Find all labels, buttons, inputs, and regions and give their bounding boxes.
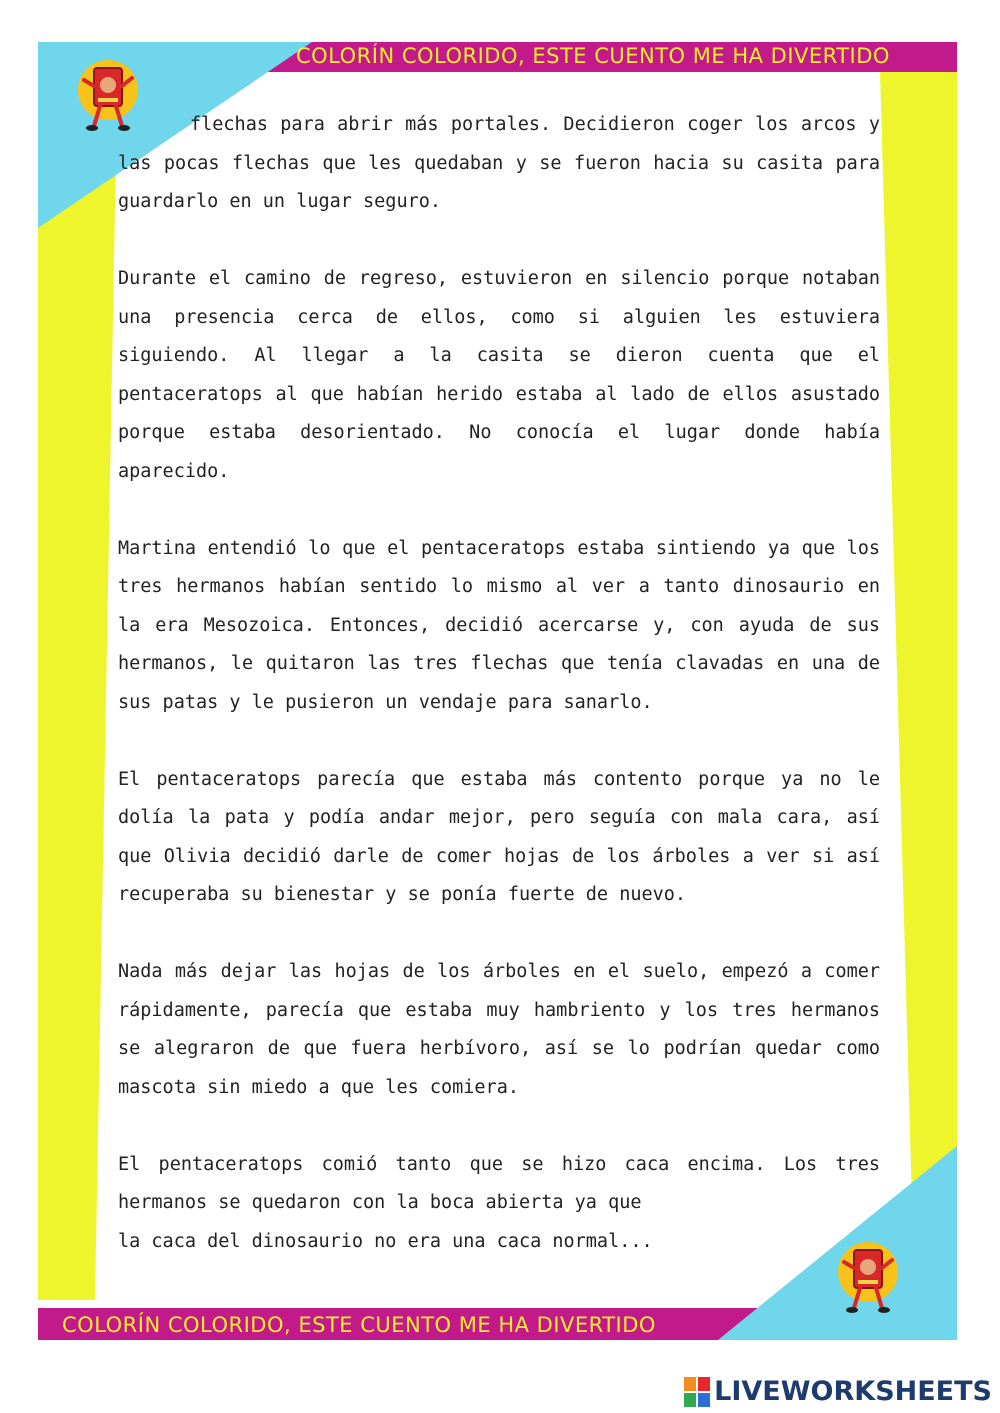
yellow-border-left <box>38 42 118 1300</box>
story-paragraph-4: El pentaceratops parecía que estaba más contento porque ya no le dolía la pata y podía andar mejor, pero seguía con mala cara, así que Olivia decidió darle de comer hojas de los árboles a ver si así recuperaba su bienestar y se ponía fuerte de nuevo. <box>118 768 880 905</box>
story-paragraph-6-line-3: la caca del dinosaurio no era una caca normal... <box>118 1230 653 1252</box>
header-banner-text: COLORÍN COLORIDO, ESTE CUENTO ME HA DIVERTIDO <box>296 44 890 68</box>
story-paragraph-6-line-2: hermanos se quedaron con la boca abierta ya que <box>118 1192 642 1213</box>
story-paragraph-2: Durante el camino de regreso, estuvieron en silencio porque notaban una presencia cerca de ellos, como si alguien les estuviera siguiendo. Al llegar a la casita se dieron cuenta que el pentaceratops al que habían herido estaba al lado de ellos asustado porque estaba desorientado. No conocía el lugar donde había aparecido. <box>118 268 880 482</box>
story-text <box>118 106 880 1300</box>
liveworksheets-logo-icon <box>684 1377 710 1407</box>
liveworksheets-logo-text: LIVEWORKSHEETS <box>714 1376 992 1407</box>
liveworksheets-logo[interactable] <box>684 1376 992 1407</box>
story-paragraph-6-line-1: El pentaceratops comió tanto que se hizo caca encima. Los tres <box>118 1153 880 1175</box>
story-paragraph-1: flechas para abrir más portales. Decidieron coger los arcos y las pocas flechas que les quedaban y se fueron hacia su casita para guardarlo en un lugar seguro. <box>118 114 880 212</box>
story-paragraph-5: Nada más dejar las hojas de los árboles en el suelo, empezó a comer rápidamente, parecía que estaba muy hambriento y los tres hermanos se alegraron de que fuera herbívoro, así se lo podrían quedar como mascota sin miedo a que les comiera. <box>118 961 880 1098</box>
footer-banner-text: COLORÍN COLORIDO, ESTE CUENTO ME HA DIVERTIDO <box>62 1313 656 1337</box>
story-paragraph-3: Martina entendió lo que el pentaceratops estaba sintiendo ya que los tres hermanos habían sentido lo mismo al ver a tanto dinosaurio en la era Mesozoica. Entonces, decidió acercarse y, con ayuda de sus hermanos, le quitaron las tres flechas que tenía clavadas en una de sus patas y le pusieron un vendaje para sanarlo. <box>118 537 880 713</box>
yellow-border-right <box>880 70 957 1310</box>
story-paragraph-6 <box>118 1146 880 1262</box>
